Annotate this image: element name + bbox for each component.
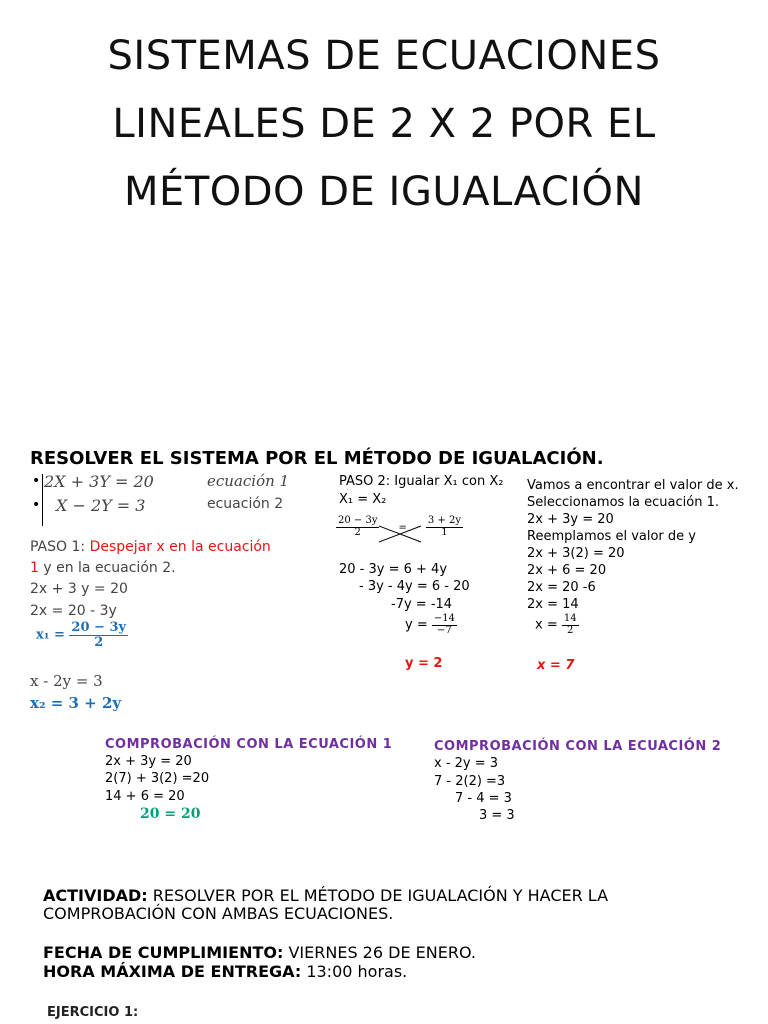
paso1-line-1: 2x + 3 y = 20: [30, 581, 128, 597]
paso1-line-3: x - 2y = 3: [30, 672, 103, 690]
paso2-line-2: X₁ = X₂: [339, 492, 387, 507]
system-bracket: [42, 474, 43, 526]
comp1-result: 20 = 20: [140, 806, 201, 822]
x1-lhs: x₁ =: [36, 627, 65, 643]
col3-line-9-frac: [562, 614, 579, 636]
paso1-text: [30, 539, 271, 555]
col3-line-9-lhs: x =: [535, 617, 558, 633]
paso2-frac-left: [336, 516, 379, 538]
page-title-line-3: MÉTODO DE IGUALACIÓN: [124, 169, 644, 215]
paso2-frac-right: [426, 516, 463, 538]
hora-label: HORA MÁXIMA DE ENTREGA:: [43, 962, 302, 981]
equation-2-tag: ecuación 2: [207, 496, 284, 512]
cross-multiply-arrows: [375, 523, 425, 545]
col3-line-3: 2x + 3y = 20: [527, 512, 614, 527]
paso2-frac-right-num: 3 + 2y: [427, 515, 461, 526]
col3-line-7: 2x = 20 -6: [527, 580, 596, 595]
ejercicio-label: EJERCICIO 1:: [47, 1005, 139, 1020]
paso2-frac-left-num: 20 − 3y: [338, 515, 378, 526]
col3-line-5: 2x + 3(2) = 20: [527, 546, 625, 561]
equation-1: 2X + 3Y = 20: [44, 472, 154, 491]
paso2-frac-right-den: 1: [441, 526, 448, 538]
col3-line-2: Seleccionamos la ecuación 1.: [527, 495, 719, 510]
paso1-line-2: 2x = 20 - 3y: [30, 603, 117, 619]
paso1-highlight: Despejar x en la ecuación: [89, 539, 271, 555]
col3-line-1: Vamos a encontrar el valor de x.: [527, 478, 739, 493]
paso1-highlight-num: 1: [30, 560, 39, 576]
paso2-step-4: [405, 614, 457, 636]
fecha-line: [43, 945, 476, 961]
comp1-line-1: 2x + 3y = 20: [105, 754, 192, 769]
paso2-equals: =: [398, 521, 407, 533]
page-title-line-1: SISTEMAS DE ECUACIONES: [107, 33, 661, 79]
comp2-line-3: 7 - 4 = 3: [455, 791, 512, 806]
equation-1-tag: ecuación 1: [207, 472, 290, 490]
col3-line-9: [535, 614, 579, 636]
x2-equation: x₂ = 3 + 2y: [30, 694, 122, 712]
paso2-step-1: 20 - 3y = 6 + 4y: [339, 562, 448, 577]
bullet-2: •: [32, 497, 41, 513]
fecha-label: FECHA DE CUMPLIMIENTO:: [43, 943, 284, 962]
x1-numerator: 20 − 3y: [71, 620, 127, 635]
paso2-step-4-lhs: y =: [405, 617, 428, 633]
fecha-value: VIERNES 26 DE ENERO.: [288, 943, 476, 962]
activity-line-1: [43, 888, 608, 904]
comp2-line-1: x - 2y = 3: [434, 756, 499, 771]
paso2-step-4-den: −7: [437, 624, 452, 636]
paso2-step-4-num: −14: [433, 613, 455, 624]
col3-line-9-den: 2: [567, 624, 574, 636]
paso2-step-3: -7y = -14: [391, 597, 453, 612]
activity-text-1: RESOLVER POR EL MÉTODO DE IGUALACIÓN Y HACER LA: [152, 886, 609, 905]
activity-text-2: COMPROBACIÓN CON AMBAS ECUACIONES.: [43, 904, 394, 923]
comp1-line-3: 14 + 6 = 20: [105, 789, 185, 804]
paso1-text-2: [30, 560, 176, 576]
bullet-1: •: [32, 473, 41, 489]
x1-fraction: [69, 621, 128, 649]
comp2-line-2: 7 - 2(2) =3: [434, 774, 506, 789]
hora-value: 13:00 horas.: [306, 962, 408, 981]
x-result: x = 7: [537, 658, 575, 673]
comp2-title: COMPROBACIÓN CON LA ECUACIÓN 2: [434, 739, 722, 754]
paso2-frac-left-den: 2: [354, 526, 361, 538]
comp1-title: COMPROBACIÓN CON LA ECUACIÓN 1: [105, 737, 393, 752]
equation-2: X − 2Y = 3: [56, 496, 146, 515]
col3-line-8: 2x = 14: [527, 597, 579, 612]
col3-line-4: Reemplamos el valor de y: [527, 529, 696, 544]
section-heading: RESOLVER EL SISTEMA POR EL MÉTODO DE IGUALACIÓN.: [30, 448, 604, 469]
paso1-rest: y en la ecuación 2.: [43, 560, 176, 576]
paso2-step-4-frac: [432, 614, 457, 636]
comp2-line-4: 3 = 3: [479, 808, 515, 823]
paso2-line-1: PASO 2: Igualar X₁ con X₂: [339, 474, 504, 489]
comp1-line-2: 2(7) + 3(2) =20: [105, 771, 210, 786]
col3-line-9-num: 14: [563, 613, 577, 624]
hora-line: [43, 964, 407, 980]
col3-line-6: 2x + 6 = 20: [527, 563, 607, 578]
page-title-line-2: LINEALES DE 2 X 2 POR EL: [112, 101, 656, 147]
x1-denominator: 2: [94, 634, 104, 650]
paso1-label: PASO 1:: [30, 539, 86, 555]
activity-label: ACTIVIDAD:: [43, 886, 148, 905]
x1-equation: [36, 621, 128, 649]
y-result: y = 2: [405, 656, 443, 671]
paso2-step-2: - 3y - 4y = 6 - 20: [359, 579, 470, 594]
